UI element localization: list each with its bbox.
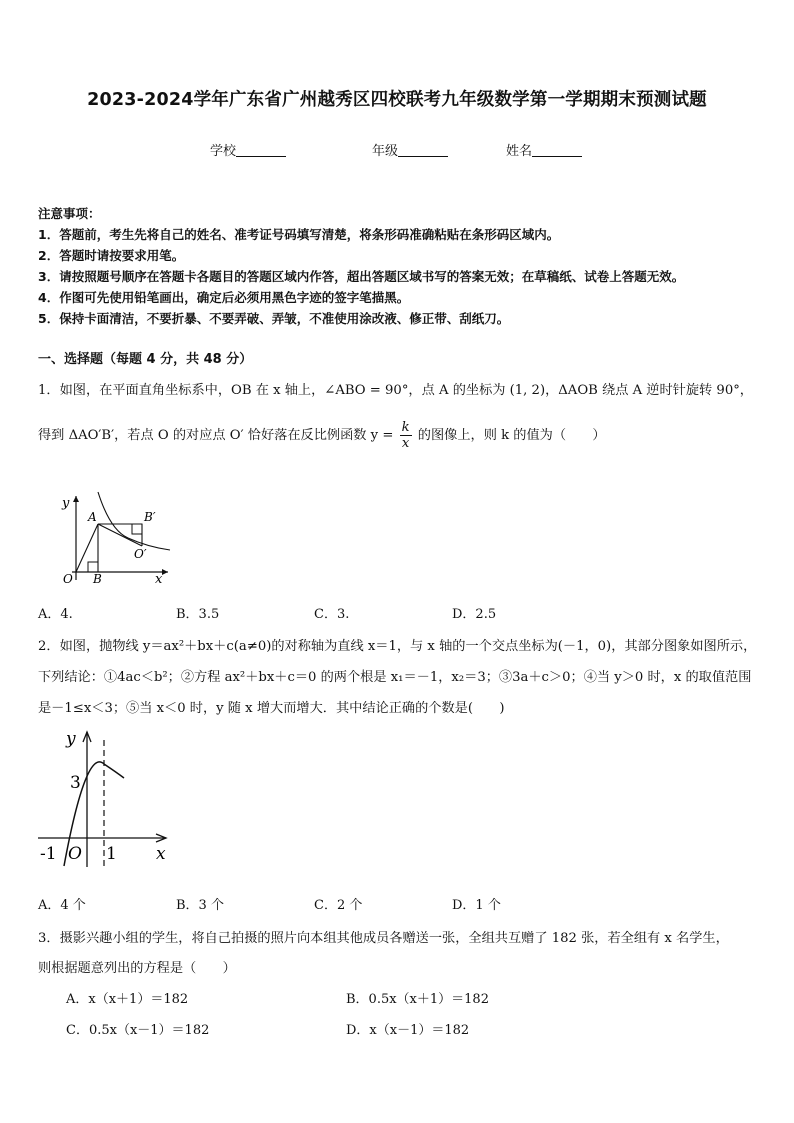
label-B: B bbox=[93, 572, 102, 585]
x-axis-arrow-icon bbox=[162, 569, 168, 575]
q1-option-c[interactable]: C．3. bbox=[314, 607, 350, 622]
q1-option-a[interactable]: A．4. bbox=[38, 607, 73, 622]
label-minus-one: -1 bbox=[40, 844, 57, 864]
q3-line-2: 则根据题意列出的方程是（ ） bbox=[38, 961, 236, 976]
q3-option-a[interactable]: A．x（x＋1）＝182 bbox=[66, 992, 189, 1007]
label-one: 1 bbox=[106, 844, 117, 864]
label-A: A bbox=[88, 510, 97, 524]
q1-line-2: 得到 ΔAO′B′，若点 O 的对应点 O′ 恰好落在反比例函数 y = $\frac{k}{x}$ 的图像上，则 k 的值为（ ） bbox=[38, 420, 606, 451]
q3-line-1: 3．摄影兴趣小组的学生，将自己拍摄的照片向本组其他成员各赠送一张，全组共互赠了 182 张，若全组有 x 名学生， bbox=[38, 931, 729, 946]
y-axis-arrow-icon bbox=[73, 496, 79, 502]
note-item: 2．答题时请按要求用笔。 bbox=[38, 248, 185, 263]
q2-option-d[interactable]: D．1 个 bbox=[452, 898, 501, 913]
notes-heading: 注意事项： bbox=[38, 206, 101, 221]
grade-blank[interactable] bbox=[398, 144, 448, 157]
exam-title: 2023-2024学年广东省广州越秀区四校联考九年级数学第一学期期末预测试题 bbox=[87, 90, 707, 110]
label-x: x bbox=[155, 572, 163, 585]
note-item: 5．保持卡面清洁，不要折暴、不要弄破、弄皱，不准使用涂改液、修正带、刮纸刀。 bbox=[38, 311, 510, 326]
q1-option-b[interactable]: B．3.5 bbox=[176, 607, 220, 622]
q2-option-c[interactable]: C．2 个 bbox=[314, 898, 363, 913]
q2-line-3: 是－1≤x＜3；⑤当 x＜0 时，y 随 x 增大而增大．其中结论正确的个数是( ) bbox=[38, 701, 505, 716]
name-blank[interactable] bbox=[532, 144, 582, 157]
note-item: 4．作图可先使用铅笔画出，确定后必须用黑色字迹的签字笔描黑。 bbox=[38, 290, 410, 305]
note-item: 1．答题前，考生先将自己的姓名、准考证号码填写清楚，将条形码准确粘贴在条形码区域内。 bbox=[38, 227, 560, 242]
notes-block bbox=[38, 203, 684, 329]
q3-option-b[interactable]: B．0.5x（x＋1）＝182 bbox=[346, 992, 489, 1007]
label-B-prime: B′ bbox=[144, 510, 156, 524]
note-item: 3．请按照题号顺序在答题卡各题目的答题区域内作答，超出答题区域书写的答案无效；在草稿纸、试卷上答题无效。 bbox=[38, 269, 685, 284]
fraction-k-over-x: $\frac{k}{x}$ bbox=[401, 420, 410, 451]
q2-line-1: 2．如图，抛物线 y＝ax²＋bx＋c(a≠0)的对称轴为直线 x＝1，与 x 轴的一个交点坐标为(－1，0)，其部分图象如图所示， bbox=[38, 639, 757, 654]
q2-figure bbox=[36, 722, 176, 872]
segment-AO1 bbox=[98, 524, 142, 546]
label-three: 3 bbox=[70, 773, 81, 793]
q1-line-1: 1．如图，在平面直角坐标系中，OB 在 x 轴上，∠ABO = 90°，点 A 的坐标为 (1, 2)，ΔAOB 绕点 A 逆时针旋转 90°， bbox=[38, 383, 753, 398]
q1-option-d[interactable]: D．2.5 bbox=[452, 607, 497, 622]
right-angle-mark-B bbox=[88, 562, 98, 572]
section-heading: 一、选择题（每题 4 分，共 48 分） bbox=[38, 352, 253, 367]
label-O: O bbox=[68, 844, 82, 864]
q2-line-2: 下列结论：①4ac＜b²；②方程 ax²＋bx＋c＝0 的两个根是 x₁＝－1，x₂＝3；③3a＋c＞0；④当 y＞0 时，x 的取值范围 bbox=[38, 670, 752, 685]
q3-option-d[interactable]: D．x（x－1）＝182 bbox=[346, 1023, 470, 1038]
q2-option-b[interactable]: B．3 个 bbox=[176, 898, 224, 913]
q3-option-c[interactable]: C．0.5x（x－1）＝182 bbox=[66, 1023, 210, 1038]
label-x: x bbox=[156, 844, 166, 864]
grade-field[interactable]: 年级 bbox=[372, 140, 448, 159]
segment-OA bbox=[76, 524, 98, 572]
school-blank[interactable] bbox=[236, 144, 286, 157]
q2-option-a[interactable]: A．4 个 bbox=[38, 898, 86, 913]
label-O: O bbox=[63, 572, 73, 585]
hyperbola-curve bbox=[98, 492, 170, 550]
label-O-prime: O′ bbox=[134, 547, 147, 561]
label-y: y bbox=[66, 729, 76, 749]
school-field[interactable]: 学校 bbox=[210, 140, 286, 159]
name-field[interactable]: 姓名 bbox=[506, 140, 582, 159]
label-y: y bbox=[62, 496, 70, 511]
right-angle-mark-B1 bbox=[132, 524, 142, 534]
q1-figure bbox=[58, 490, 178, 585]
